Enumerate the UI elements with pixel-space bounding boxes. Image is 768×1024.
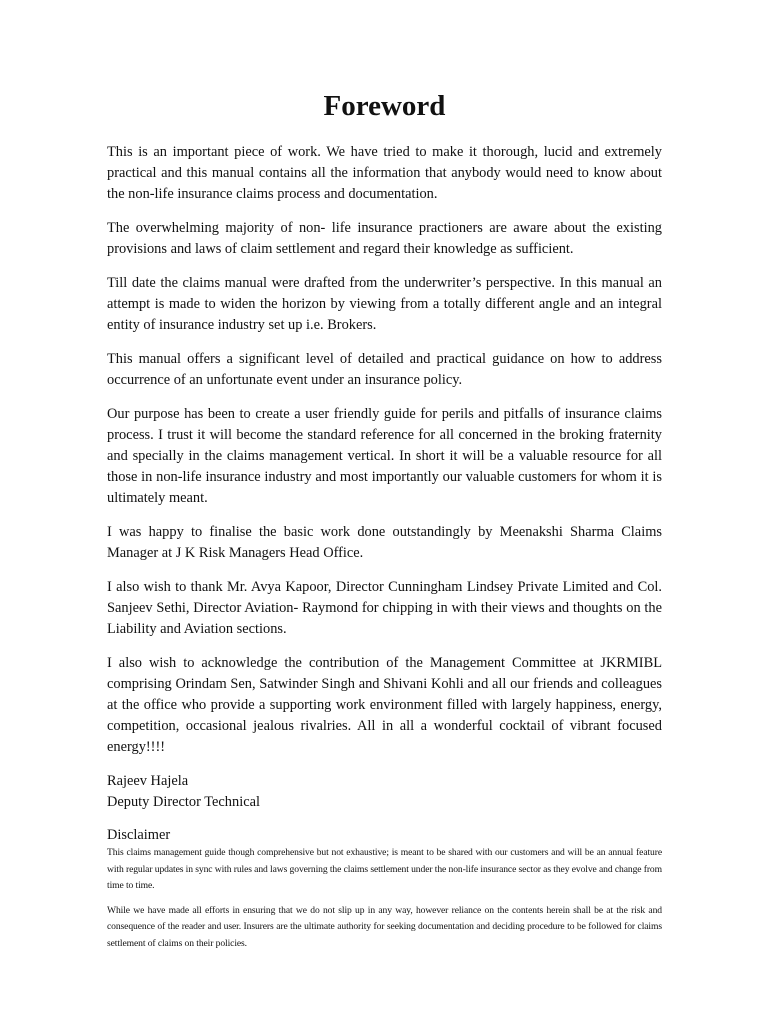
foreword-page bbox=[107, 88, 662, 960]
foreword-paragraph-3: Till date the claims manual were drafted from the underwriter’s perspective. In this manual an attempt is made to widen the horizon by viewing from a totally different angle and an integral entity of insurance industry set up i.e. Brokers. bbox=[107, 275, 662, 333]
signatory-name: Rajeev Hajela bbox=[107, 773, 189, 789]
disclaimer-section bbox=[107, 826, 662, 952]
foreword-paragraph-1: This is an important piece of work. We have tried to make it thorough, lucid and extremely practical and this manual contains all the information that anybody would need to know about the non-life insurance claims process and documentation. bbox=[107, 144, 662, 202]
foreword-paragraph-8: I also wish to acknowledge the contribution of the Management Committee at JKRMIBL comprising Orindam Sen, Satwinder Singh and Shivani Kohli and all our friends and colleagues at the office who provide a supporting work environment filled with largely happiness, energy, competition, occasional jealous rivalries. All in all a wonderful cocktail of vibrant focused energy!!!! bbox=[107, 655, 662, 755]
page-title: Foreword bbox=[323, 90, 446, 122]
disclaimer-paragraph-1: This claims management guide though comprehensive but not exhaustive; is meant to be shared with our customers and will be an annual feature with regular updates in sync with rules and laws governing the claims settlement under the non-life insurance sector as they evolve and change from time to time. bbox=[107, 847, 662, 891]
disclaimer-paragraph-2: While we have made all efforts in ensuring that we do not slip up in any way, however reliance on the contents herein shall be at the risk and consequence of the reader and user. Insurers are the ultimate authority for seeking documentation and deciding procedure to be followed for claims settlement of claims on their policies. bbox=[107, 904, 662, 949]
disclaimer-heading: Disclaimer bbox=[107, 827, 171, 843]
foreword-paragraph-5: Our purpose has been to create a user friendly guide for perils and pitfalls of insurance claims process. I trust it will become the standard reference for all concerned in the broking fraternity and specially in the claims management vertical. In short it will be a valuable resource for all those in non-life insurance industry and most importantly our valuable customers for whom it is ultimately meant. bbox=[107, 406, 662, 506]
foreword-paragraph-7: I also wish to thank Mr. Avya Kapoor, Director Cunningham Lindsey Private Limited and Col. Sanjeev Sethi, Director Aviation- Raymond for chipping in with their views and thoughts on the Liability and Aviation sections. bbox=[107, 579, 662, 637]
signatory-designation: Deputy Director Technical bbox=[107, 794, 260, 810]
foreword-paragraph-2: The overwhelming majority of non- life insurance practioners are aware about the existing provisions and laws of claim settlement and regard their knowledge as sufficient. bbox=[107, 220, 662, 257]
foreword-paragraph-6: I was happy to finalise the basic work done outstandingly by Meenakshi Sharma Claims Manager at J K Risk Managers Head Office. bbox=[107, 524, 662, 561]
signature-block bbox=[107, 771, 662, 813]
foreword-paragraph-4: This manual offers a significant level of detailed and practical guidance on how to address occurrence of an unfortunate event under an insurance policy. bbox=[107, 351, 662, 388]
